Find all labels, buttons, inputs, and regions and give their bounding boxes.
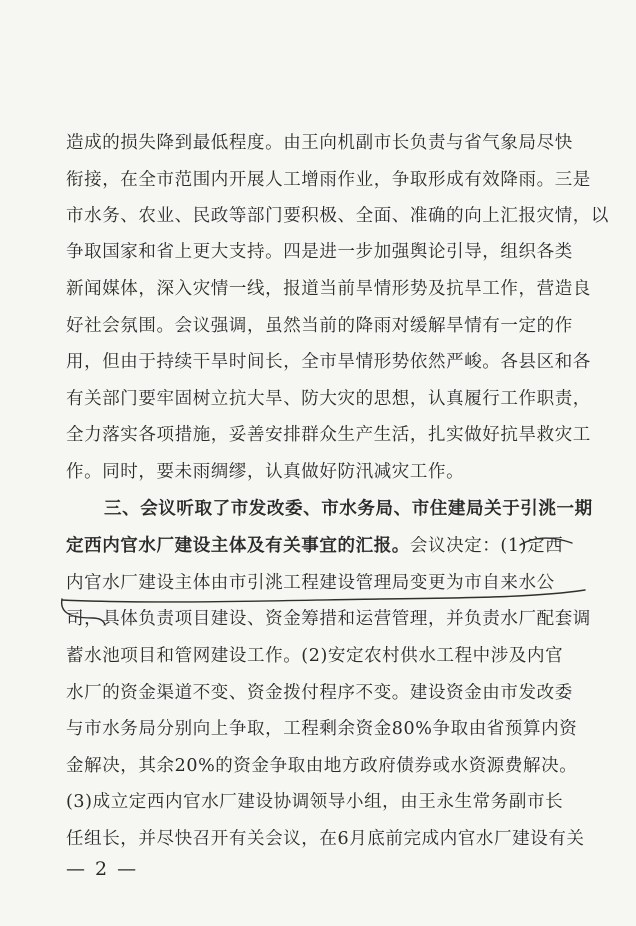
body-line: 有关部门要牢固树立抗大旱、防大灾的思想，认真履行工作职责， (66, 389, 591, 409)
body-line: 蓄水池项目和管网建设工作。(2)安定农村供水工程中涉及内官 (66, 646, 564, 666)
body-line: 造成的损失降到最低程度。由王向机副市长负责与省气象局尽快 (66, 133, 573, 153)
body-line: 用，但由于持续干旱时间长，全市旱情形势依然严峻。各县区和各 (66, 352, 591, 372)
body-line: 任组长，并尽快召开有关会议，在6月底前完成内官水厂建设有关 (66, 829, 585, 849)
section-3-heading: 三、会议听取了市发改委、市水务局、市住建局关于引洮一期 (104, 499, 593, 519)
body-line: (3)成立定西内官水厂建设协调领导小组，由王永生常务副市长 (66, 792, 564, 812)
body-line: 全力落实各项措施，妥善安排群众生产生活，扎实做好抗旱救灾工 (66, 425, 591, 445)
page-number: — 2 — (66, 858, 139, 880)
handwritten-underline-tail (62, 599, 105, 625)
handwritten-mark-top (520, 538, 572, 545)
body-line: 作。同时，要未雨绸缪，认真做好防汛减灾工作。 (66, 462, 465, 482)
body-line: 金解决，其余20%的资金争取由地方政府债券或水资源费解决。 (66, 756, 578, 776)
body-line: 市水务、农业、民政等部门要积极、全面、准确的向上汇报灾情，以 (66, 206, 609, 226)
handwritten-underline-main (62, 590, 585, 602)
body-line: 新闻媒体，深入灾情一线，报道当前旱情形势及抗旱工作，营造良 (66, 279, 591, 299)
section-3-heading-end: 定西内官水厂建设主体及有关事宜的汇报。 (66, 536, 410, 556)
body-line: 与市水务局分别向上争取，工程剩余资金80%争取由省预算内资 (66, 719, 578, 739)
body-line: 争取国家和省上更大支持。四是进一步加强舆论引导，组织各类 (66, 242, 573, 262)
body-line: 好社会氛围。会议强调，虽然当前的降雨对缓解旱情有一定的作 (66, 316, 573, 336)
section-3-decision-start: 会议决定：(1)定西 (409, 536, 564, 556)
body-line: 水厂的资金渠道不变、资金拨付程序不变。建设资金由市发改委 (66, 683, 573, 703)
body-line: 司，具体负责项目建设、资金筹措和运营管理，并负责水厂配套调 (66, 609, 591, 629)
body-line: 内官水厂建设主体由市引洮工程建设管理局变更为市自来水公 (66, 573, 555, 593)
body-line: 衔接，在全市范围内开展人工增雨作业，争取形成有效降雨。三是 (66, 170, 591, 190)
